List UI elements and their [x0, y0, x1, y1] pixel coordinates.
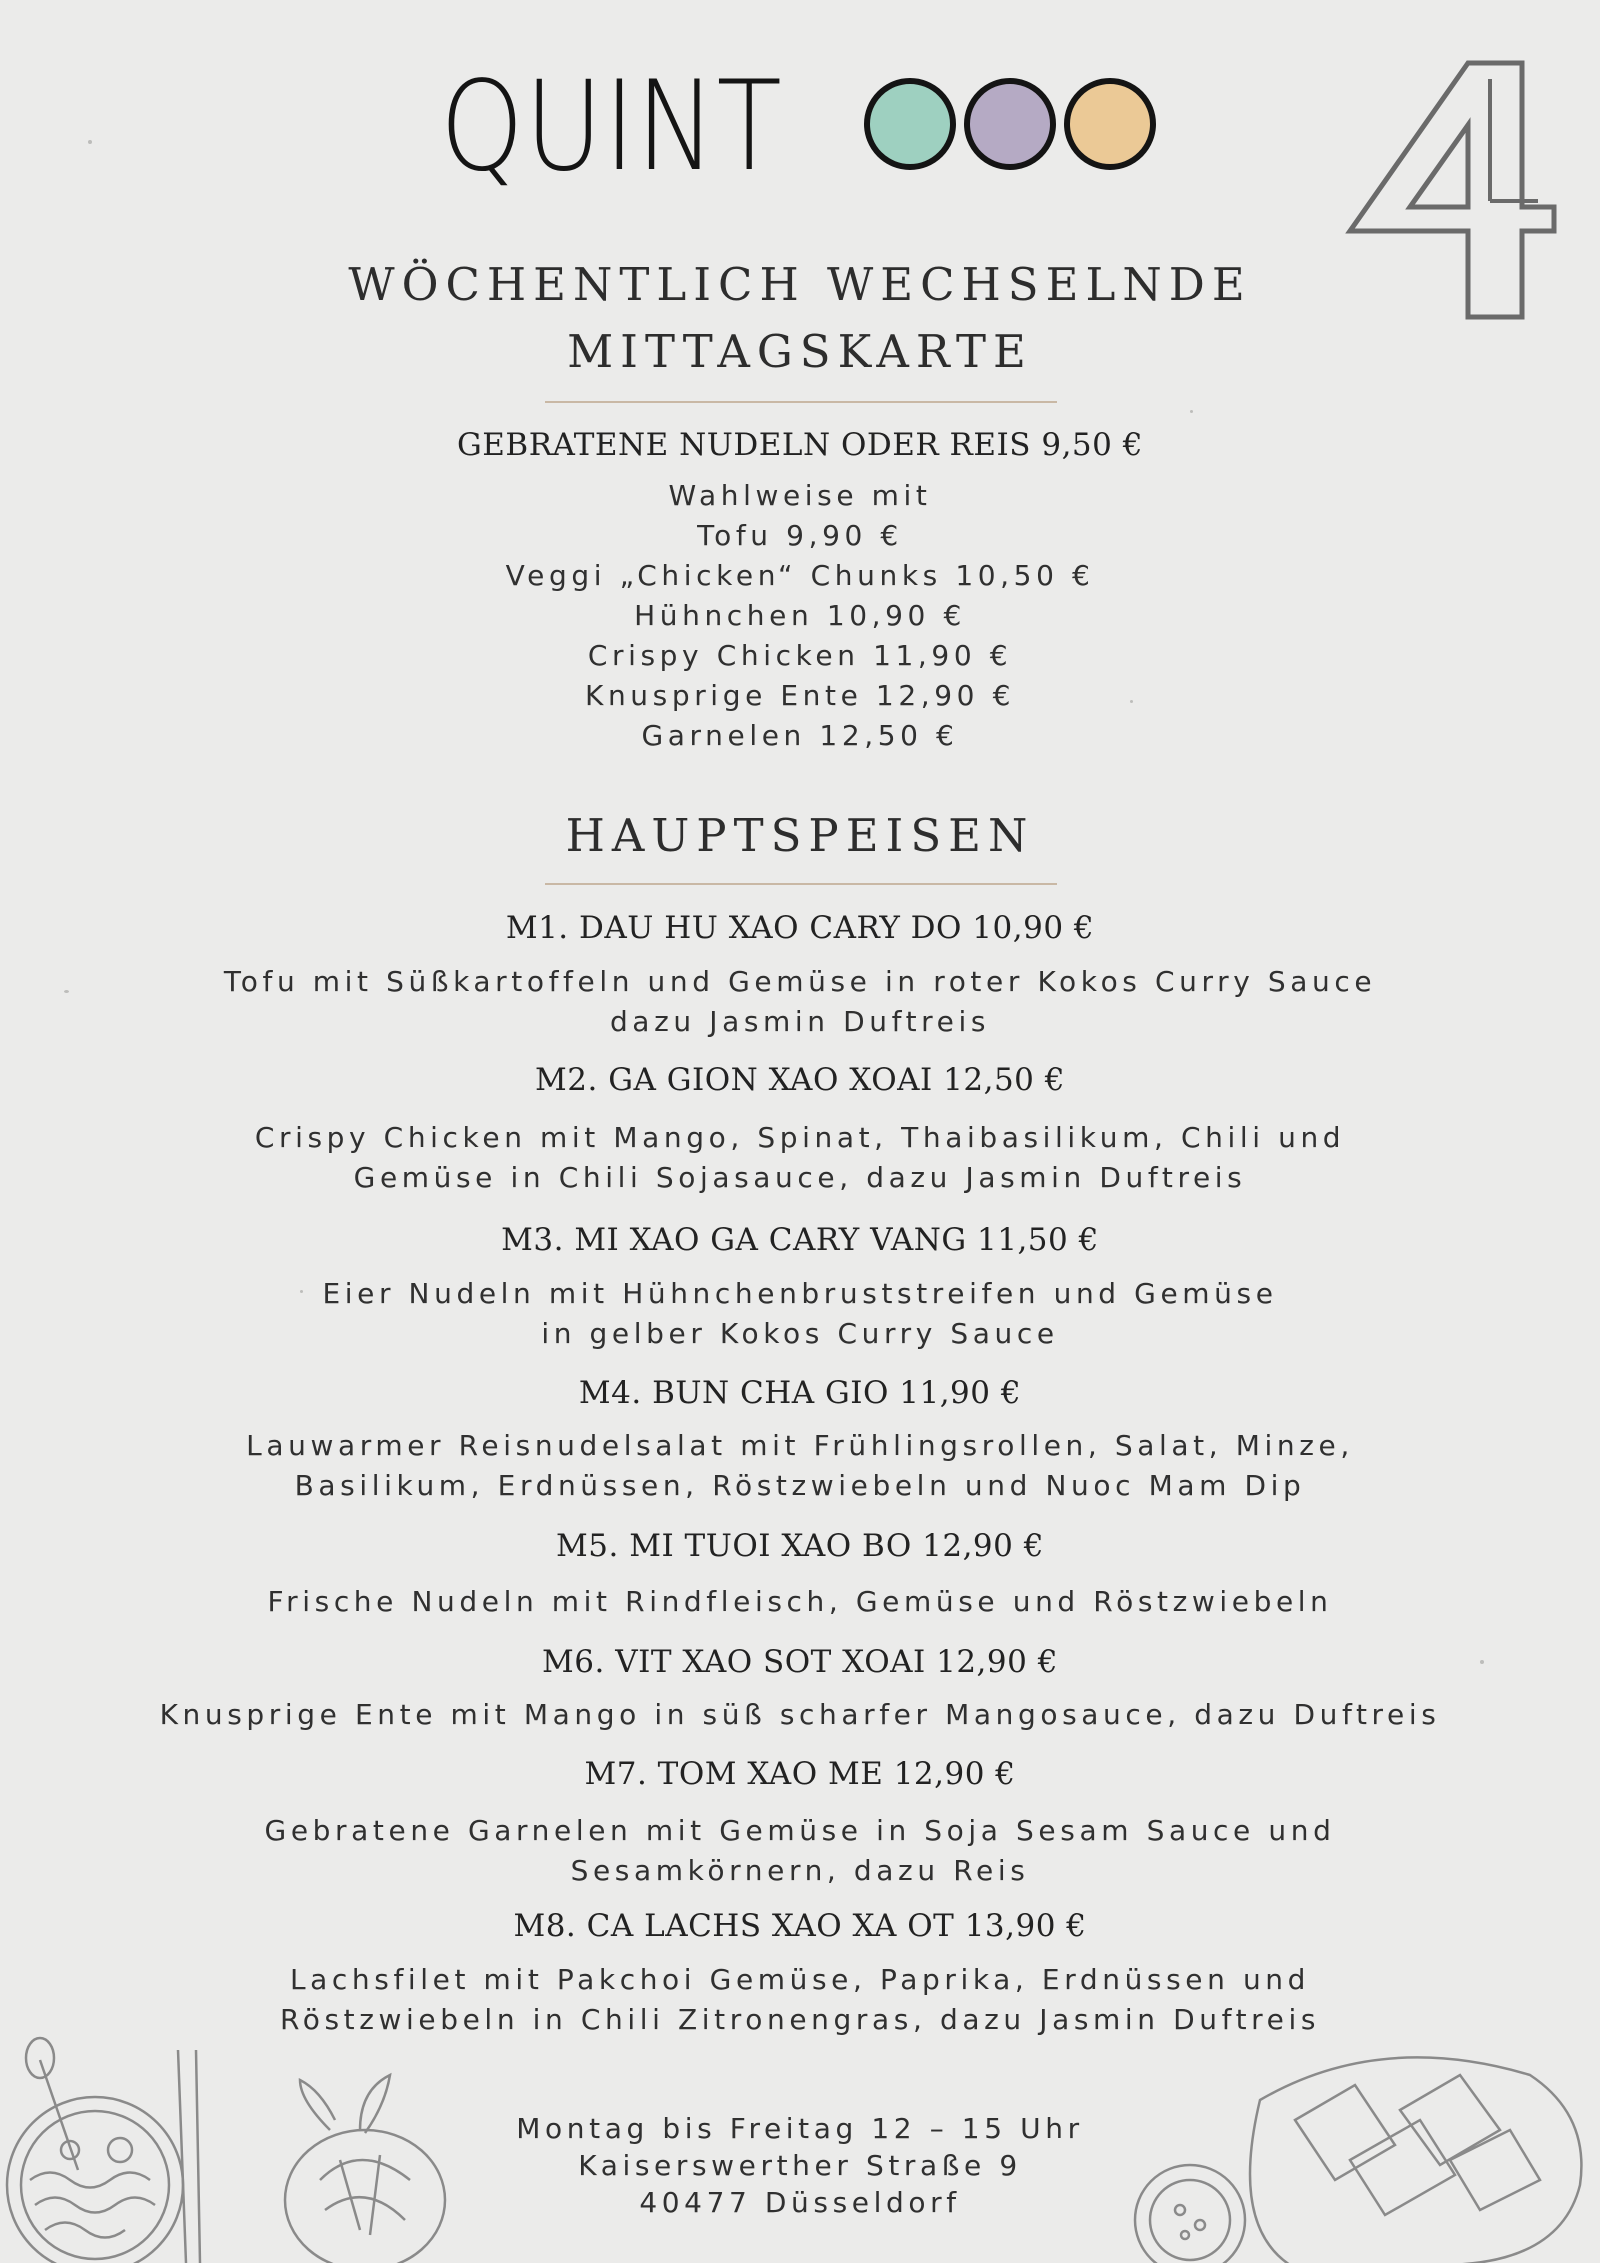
- dish-description: Eier Nudeln mit Hühnchenbruststreifen und Gemüse: [322, 1277, 1278, 1310]
- opening-hours: Montag bis Freitag 12 – 15 Uhr: [516, 2112, 1084, 2145]
- paper-speck: [88, 140, 92, 144]
- dish-description: Tofu mit Süßkartoffeln und Gemüse in roter Kokos Curry Sauce: [223, 965, 1377, 998]
- dish-title: M5. MI TUOI XAO BO 12,90 €: [556, 1528, 1044, 1564]
- restaurant-logo: [440, 55, 1170, 199]
- dish-description: Knusprige Ente mit Mango in süß scharfer Mangosauce, dazu Duftreis: [159, 1698, 1441, 1731]
- noodles-option: Garnelen 12,50 €: [641, 719, 959, 752]
- logo-wordmark: QUINT: [440, 55, 783, 199]
- dish-description: Basilikum, Erdnüssen, Röstzwiebeln und Nuoc Mam Dip: [294, 1469, 1306, 1502]
- dish-description: Röstzwiebeln in Chili Zitronengras, dazu Jasmin Duftreis: [279, 2003, 1321, 2036]
- main-dishes-heading: HAUPTSPEISEN: [565, 809, 1035, 862]
- dish-description: Crispy Chicken mit Mango, Spinat, Thaibasilikum, Chili und: [254, 1121, 1346, 1154]
- dish-title: M3. MI XAO GA CARY VANG 11,50 €: [501, 1222, 1099, 1258]
- spring-rolls-platter-sketch: [1120, 2040, 1600, 2263]
- address-city: 40477 Düsseldorf: [639, 2186, 961, 2219]
- dish-description: Lachsfilet mit Pakchoi Gemüse, Paprika, Erdnüssen und: [289, 1963, 1311, 1996]
- dish-title: M1. DAU HU XAO CARY DO 10,90 €: [505, 910, 1095, 946]
- logo-circle-peach: [1064, 78, 1156, 170]
- week-number-text: 4: [1440, 315, 1441, 316]
- dish-title: M7. TOM XAO ME 12,90 €: [584, 1756, 1016, 1792]
- dish-title: M2. GA GION XAO XOAI 12,50 €: [535, 1062, 1065, 1098]
- dish-title: M4. BUN CHA GIO 11,90 €: [578, 1375, 1022, 1411]
- logo-circle-mint: [864, 78, 956, 170]
- noodles-option: Veggi „Chicken“ Chunks 10,50 €: [505, 559, 1095, 592]
- menu-heading-line1: WÖCHENTLICH WECHSELNDE: [348, 258, 1252, 311]
- dish-description: Frische Nudeln mit Rindfleisch, Gemüse und Röstzwiebeln: [267, 1585, 1333, 1618]
- dish-title: M8. CA LACHS XAO XA OT 13,90 €: [513, 1908, 1087, 1944]
- logo-circle-lavender: [964, 78, 1056, 170]
- noodles-option: Tofu 9,90 €: [697, 519, 903, 552]
- dish-description: Gebratene Garnelen mit Gemüse in Soja Sesam Sauce und: [264, 1814, 1336, 1847]
- herbs-plate-sketch: [250, 2070, 480, 2263]
- dish-description: Sesamkörnern, dazu Reis: [570, 1854, 1030, 1887]
- menu-heading-line2: MITTAGSKARTE: [567, 325, 1033, 378]
- main-dishes-divider: [545, 883, 1057, 885]
- noodles-title: GEBRATENE NUDELN ODER REIS 9,50 €: [457, 427, 1143, 463]
- dish-description: Lauwarmer Reisnudelsalat mit Frühlingsrollen, Salat, Minze,: [246, 1429, 1354, 1462]
- dish-description: in gelber Kokos Curry Sauce: [541, 1317, 1059, 1350]
- dish-description: dazu Jasmin Duftreis: [609, 1005, 991, 1038]
- noodles-option: Knusprige Ente 12,90 €: [584, 679, 1016, 712]
- heading-divider: [545, 401, 1057, 403]
- noodles-option: Crispy Chicken 11,90 €: [587, 639, 1013, 672]
- dish-title: M6. VIT XAO SOT XOAI 12,90 €: [542, 1644, 1058, 1680]
- noodles-option: Hühnchen 10,90 €: [634, 599, 966, 632]
- noodles-option: Wahlweise mit: [668, 479, 932, 512]
- dish-description: Gemüse in Chili Sojasauce, dazu Jasmin Duftreis: [353, 1161, 1247, 1194]
- paper-speck: [1190, 410, 1193, 413]
- address-street: Kaiserswerther Straße 9: [578, 2149, 1022, 2182]
- noodle-soup-bowl-sketch: [0, 2030, 220, 2263]
